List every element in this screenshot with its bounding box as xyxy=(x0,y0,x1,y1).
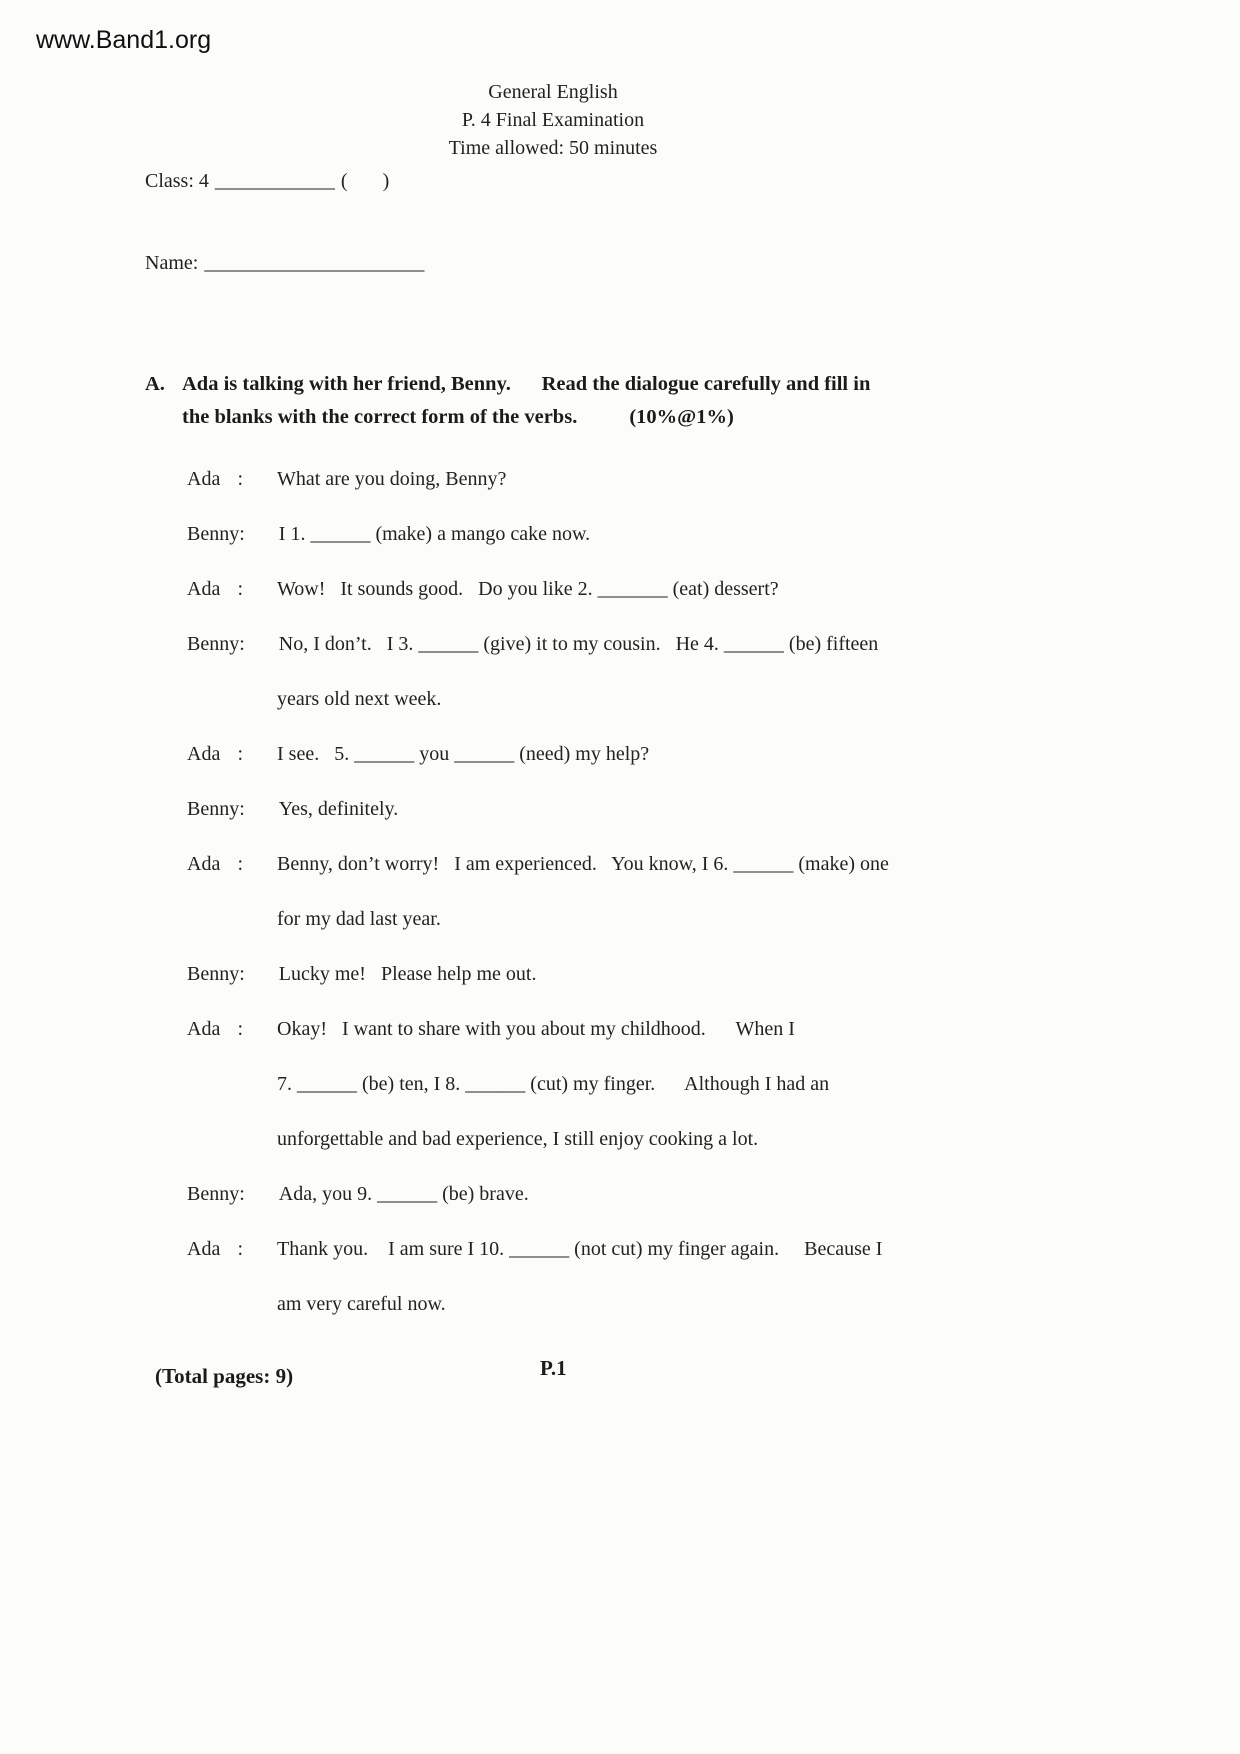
speaker-colon: : xyxy=(237,1018,243,1040)
dialogue-text: Thank you. I am sure I 10. ______ (not cut) my finger again. Because I xyxy=(277,1238,883,1260)
class-number-parens: ( ) xyxy=(340,170,390,192)
dialogue-speaker xyxy=(187,1057,277,1112)
dialogue-text: Ada, you 9. ______ (be) brave. xyxy=(278,1183,529,1205)
dialogue-row xyxy=(187,452,1187,507)
speaker-name: Ada xyxy=(187,1238,221,1260)
dialogue-speaker xyxy=(187,727,277,782)
section-a-instruction-line2: the blanks with the correct form of the verbs. xyxy=(182,406,578,428)
section-a-marks: (10%@1%) xyxy=(629,406,734,428)
dialogue-row xyxy=(187,672,1187,727)
section-a xyxy=(145,368,1045,434)
speaker-name: Benny: xyxy=(187,1183,245,1205)
dialogue-speaker xyxy=(187,452,277,507)
dialogue-speaker xyxy=(187,1167,279,1222)
speaker-colon: : xyxy=(237,853,243,875)
dialogue-text: I 1. ______ (make) a mango cake now. xyxy=(278,523,591,545)
speaker-colon: : xyxy=(237,578,243,600)
speaker-name: Ada xyxy=(187,1018,221,1040)
speaker-colon: : xyxy=(237,1238,243,1260)
dialogue-speaker xyxy=(187,1222,277,1277)
dialogue-speaker xyxy=(187,782,279,837)
dialogue-text: for my dad last year. xyxy=(277,908,441,930)
dialogue-speaker xyxy=(187,1277,277,1332)
dialogue-row xyxy=(187,892,1187,947)
exam-header xyxy=(0,78,1106,162)
dialogue-text: am very careful now. xyxy=(277,1293,446,1315)
exam-subtitle: P. 4 Final Examination xyxy=(461,109,645,131)
dialogue-row xyxy=(187,1277,1187,1332)
dialogue-row xyxy=(187,782,1187,837)
speaker-name: Ada xyxy=(187,468,221,490)
footer-page-number: P.1 xyxy=(540,1356,567,1380)
footer-total-pages: (Total pages: 9) xyxy=(155,1364,294,1388)
class-blank: ____________ xyxy=(214,170,335,192)
dialogue-speaker xyxy=(187,947,279,1002)
dialogue-speaker xyxy=(187,1002,277,1057)
speaker-name: Benny: xyxy=(187,963,245,985)
dialogue-text: 7. ______ (be) ten, I 8. ______ (cut) my finger. Although I had an xyxy=(277,1073,830,1095)
exam-time-allowed: Time allowed: 50 minutes xyxy=(448,137,658,159)
name-field-line xyxy=(145,252,430,275)
dialogue-row xyxy=(187,507,1187,562)
name-blank: ______________________ xyxy=(204,252,425,274)
dialogue-row xyxy=(187,837,1187,892)
dialogue-speaker xyxy=(187,837,277,892)
dialogue-text: Lucky me! Please help me out. xyxy=(278,963,537,985)
dialogue-text: Wow! It sounds good. Do you like 2. _______ (eat) dessert? xyxy=(277,578,779,600)
dialogue-speaker xyxy=(187,562,277,617)
dialogue-speaker xyxy=(187,672,277,727)
dialogue-text: Okay! I want to share with you about my childhood. When I xyxy=(277,1018,795,1040)
class-field-line xyxy=(145,170,389,193)
section-a-instruction-line1: Ada is talking with her friend, Benny. Read the dialogue carefully and fill in xyxy=(182,373,871,395)
name-label: Name: xyxy=(145,252,199,274)
speaker-name: Benny: xyxy=(187,633,245,655)
dialogue-text: Benny, don’t worry! I am experienced. You know, I 6. ______ (make) one xyxy=(277,853,889,875)
dialogue-row xyxy=(187,1002,1187,1057)
dialogue-row xyxy=(187,727,1187,782)
speaker-colon: : xyxy=(237,468,243,490)
dialogue-text: What are you doing, Benny? xyxy=(277,468,507,490)
dialogue-text: No, I don’t. I 3. ______ (give) it to my cousin. He 4. ______ (be) fifteen xyxy=(278,633,879,655)
dialogue-row xyxy=(187,1167,1187,1222)
dialogue-text: unforgettable and bad experience, I still enjoy cooking a lot. xyxy=(277,1128,759,1150)
site-watermark: www.Band1.org xyxy=(36,26,212,54)
dialogue-row xyxy=(187,947,1187,1002)
dialogue-speaker xyxy=(187,507,279,562)
dialogue-speaker xyxy=(187,1112,277,1167)
dialogue-speaker xyxy=(187,892,277,947)
speaker-name: Ada xyxy=(187,578,221,600)
dialogue-speaker xyxy=(187,617,279,672)
section-a-label: A. xyxy=(145,373,165,395)
dialogue-row xyxy=(187,1112,1187,1167)
speaker-name: Ada xyxy=(187,853,221,875)
speaker-name: Ada xyxy=(187,743,221,765)
speaker-name: Benny: xyxy=(187,798,245,820)
speaker-colon: : xyxy=(237,743,243,765)
dialogue-row xyxy=(187,1057,1187,1112)
dialogue-row xyxy=(187,617,1187,672)
speaker-name: Benny: xyxy=(187,523,245,545)
section-a-instruction xyxy=(182,368,870,434)
dialogue xyxy=(187,452,1187,1332)
dialogue-row xyxy=(187,1222,1187,1277)
exam-title: General English xyxy=(488,81,618,103)
dialogue-text: years old next week. xyxy=(277,688,442,710)
class-label: Class: 4 xyxy=(145,170,209,192)
dialogue-row xyxy=(187,562,1187,617)
dialogue-text: I see. 5. ______ you ______ (need) my help? xyxy=(277,743,650,765)
dialogue-text: Yes, definitely. xyxy=(278,798,399,820)
